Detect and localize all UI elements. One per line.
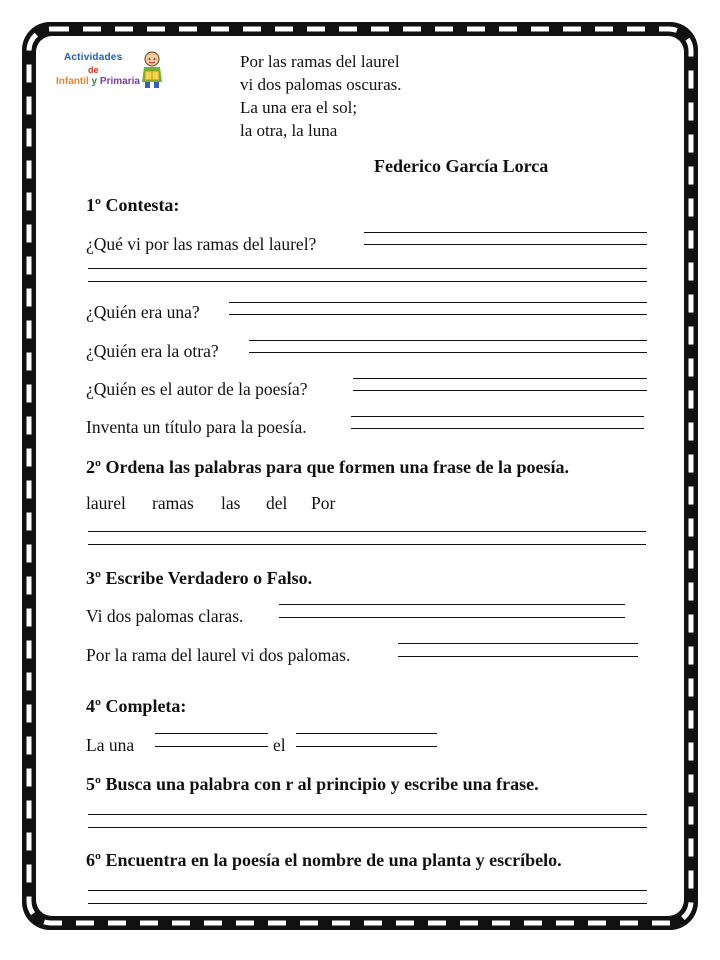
answer-line[interactable] (88, 890, 647, 891)
answer-line[interactable] (88, 544, 646, 545)
poem-line: la otra, la luna (240, 121, 338, 140)
question-2: ¿Quién era una? (86, 302, 200, 322)
question-4: ¿Quién es el autor de la poesía? (86, 379, 308, 399)
question-1: ¿Qué vi por las ramas del laurel? (86, 234, 317, 254)
question-3: ¿Quién era la otra? (86, 341, 219, 361)
answer-line[interactable] (88, 531, 646, 532)
answer-line[interactable] (279, 617, 625, 618)
logo-text-actividades: Actividades (64, 52, 123, 63)
section-6-heading: 6º Encuentra en la poesía el nombre de una planta y escríbelo. (86, 850, 562, 870)
poem-line: vi dos palomas oscuras. (240, 75, 402, 94)
answer-line[interactable] (88, 827, 647, 828)
section-5-heading: 5º Busca una palabra con r al principio y escribe una frase. (86, 774, 539, 794)
answer-line[interactable] (364, 232, 647, 233)
statement-1: Vi dos palomas claras. (86, 606, 244, 626)
answer-line[interactable] (296, 733, 437, 734)
question-5: Inventa un título para la poesía. (86, 417, 307, 437)
answer-line[interactable] (155, 746, 268, 747)
poem-line: Por las ramas del laurel (240, 52, 400, 71)
answer-line[interactable] (88, 814, 647, 815)
answer-line[interactable] (229, 302, 647, 303)
answer-line[interactable] (229, 314, 647, 315)
answer-line[interactable] (351, 416, 644, 417)
answer-line[interactable] (88, 903, 647, 904)
answer-line[interactable] (398, 656, 638, 657)
scrambled-word: laurel (86, 493, 126, 513)
complete-text-2: el (273, 735, 286, 755)
complete-text-1: La una (86, 735, 135, 755)
logo-text-de: de (88, 65, 99, 75)
poem-line: La una era el sol; (240, 98, 358, 117)
section-3-heading: 3º Escribe Verdadero o Falso. (86, 568, 313, 588)
scrambled-word: ramas (152, 493, 194, 513)
answer-line[interactable] (398, 643, 638, 644)
scrambled-word: del (266, 493, 288, 513)
poem-author: Federico García Lorca (374, 156, 549, 176)
statement-2: Por la rama del laurel vi dos palomas. (86, 645, 351, 665)
answer-line[interactable] (155, 733, 268, 734)
child-reading-icon (136, 50, 168, 90)
scrambled-word: Por (311, 493, 336, 513)
answer-line[interactable] (296, 746, 437, 747)
logo-text-infantil-primaria: Infantil y Primaria (56, 76, 140, 87)
section-1-heading: 1º Contesta: (86, 195, 180, 215)
site-logo (56, 48, 176, 92)
section-2-heading: 2º Ordena las palabras para que formen una frase de la poesía. (86, 457, 569, 477)
section-4-heading: 4º Completa: (86, 696, 187, 716)
answer-line[interactable] (353, 390, 647, 391)
answer-line[interactable] (88, 268, 647, 269)
answer-line[interactable] (249, 352, 647, 353)
answer-line[interactable] (279, 604, 625, 605)
answer-line[interactable] (351, 428, 644, 429)
answer-line[interactable] (249, 340, 647, 341)
scrambled-word: las (221, 493, 241, 513)
answer-line[interactable] (353, 378, 647, 379)
answer-line[interactable] (364, 244, 647, 245)
poem (240, 50, 401, 142)
answer-line[interactable] (88, 281, 647, 282)
